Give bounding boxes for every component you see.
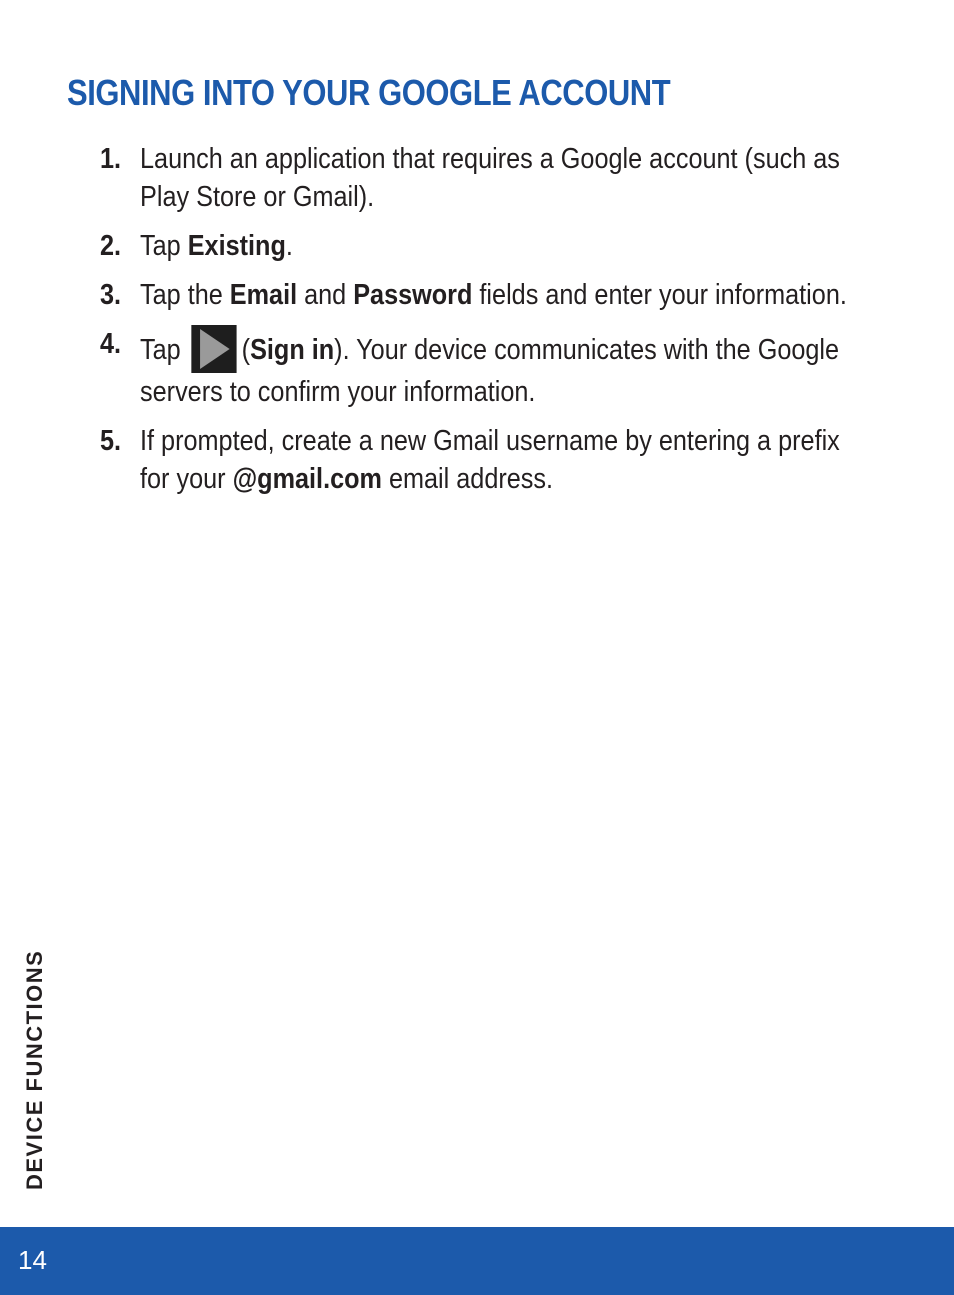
step-number: 4. [100,328,122,360]
play-arrow-icon [191,325,236,373]
section-side-label: DEVICE FUNCTIONS [22,949,47,1190]
step-text: . [285,230,293,262]
step-text: email address. [381,463,554,495]
step-text: Tap [140,334,181,366]
existing-label: Existing [187,230,286,262]
step-text: Tap the [140,279,230,311]
step-text: Launch an application that requires a Google account (such as Play Store or Gmail). [140,143,840,213]
page-number: 14 [18,1245,47,1275]
step-text: ). Your device communicates with the Google servers to confirm your information. [140,334,840,408]
footer-bar [0,1227,954,1295]
sign-in-label: Sign in [250,334,335,366]
page-title: SIGNING INTO YOUR GOOGLE ACCOUNT [67,72,671,113]
step-text: fields and enter your information. [472,279,847,311]
step-text: Tap [140,230,188,262]
step-3 [100,276,853,314]
step-number: 1. [100,143,122,175]
step-5 [100,422,853,498]
step-text: ( [241,334,251,366]
email-label: Email [229,279,298,311]
step-1 [100,140,853,216]
password-label: Password [353,279,473,311]
gmail-suffix: @gmail.com [232,463,382,495]
step-number: 5. [100,425,122,457]
instruction-list [100,140,847,509]
step-text: and [297,279,354,311]
step-2 [100,227,853,265]
step-4 [100,325,853,411]
step-number: 3. [100,279,122,311]
step-number: 2. [100,230,122,262]
step-text: If prompted, create a new Gmail username by entering a prefix for your [140,425,840,495]
